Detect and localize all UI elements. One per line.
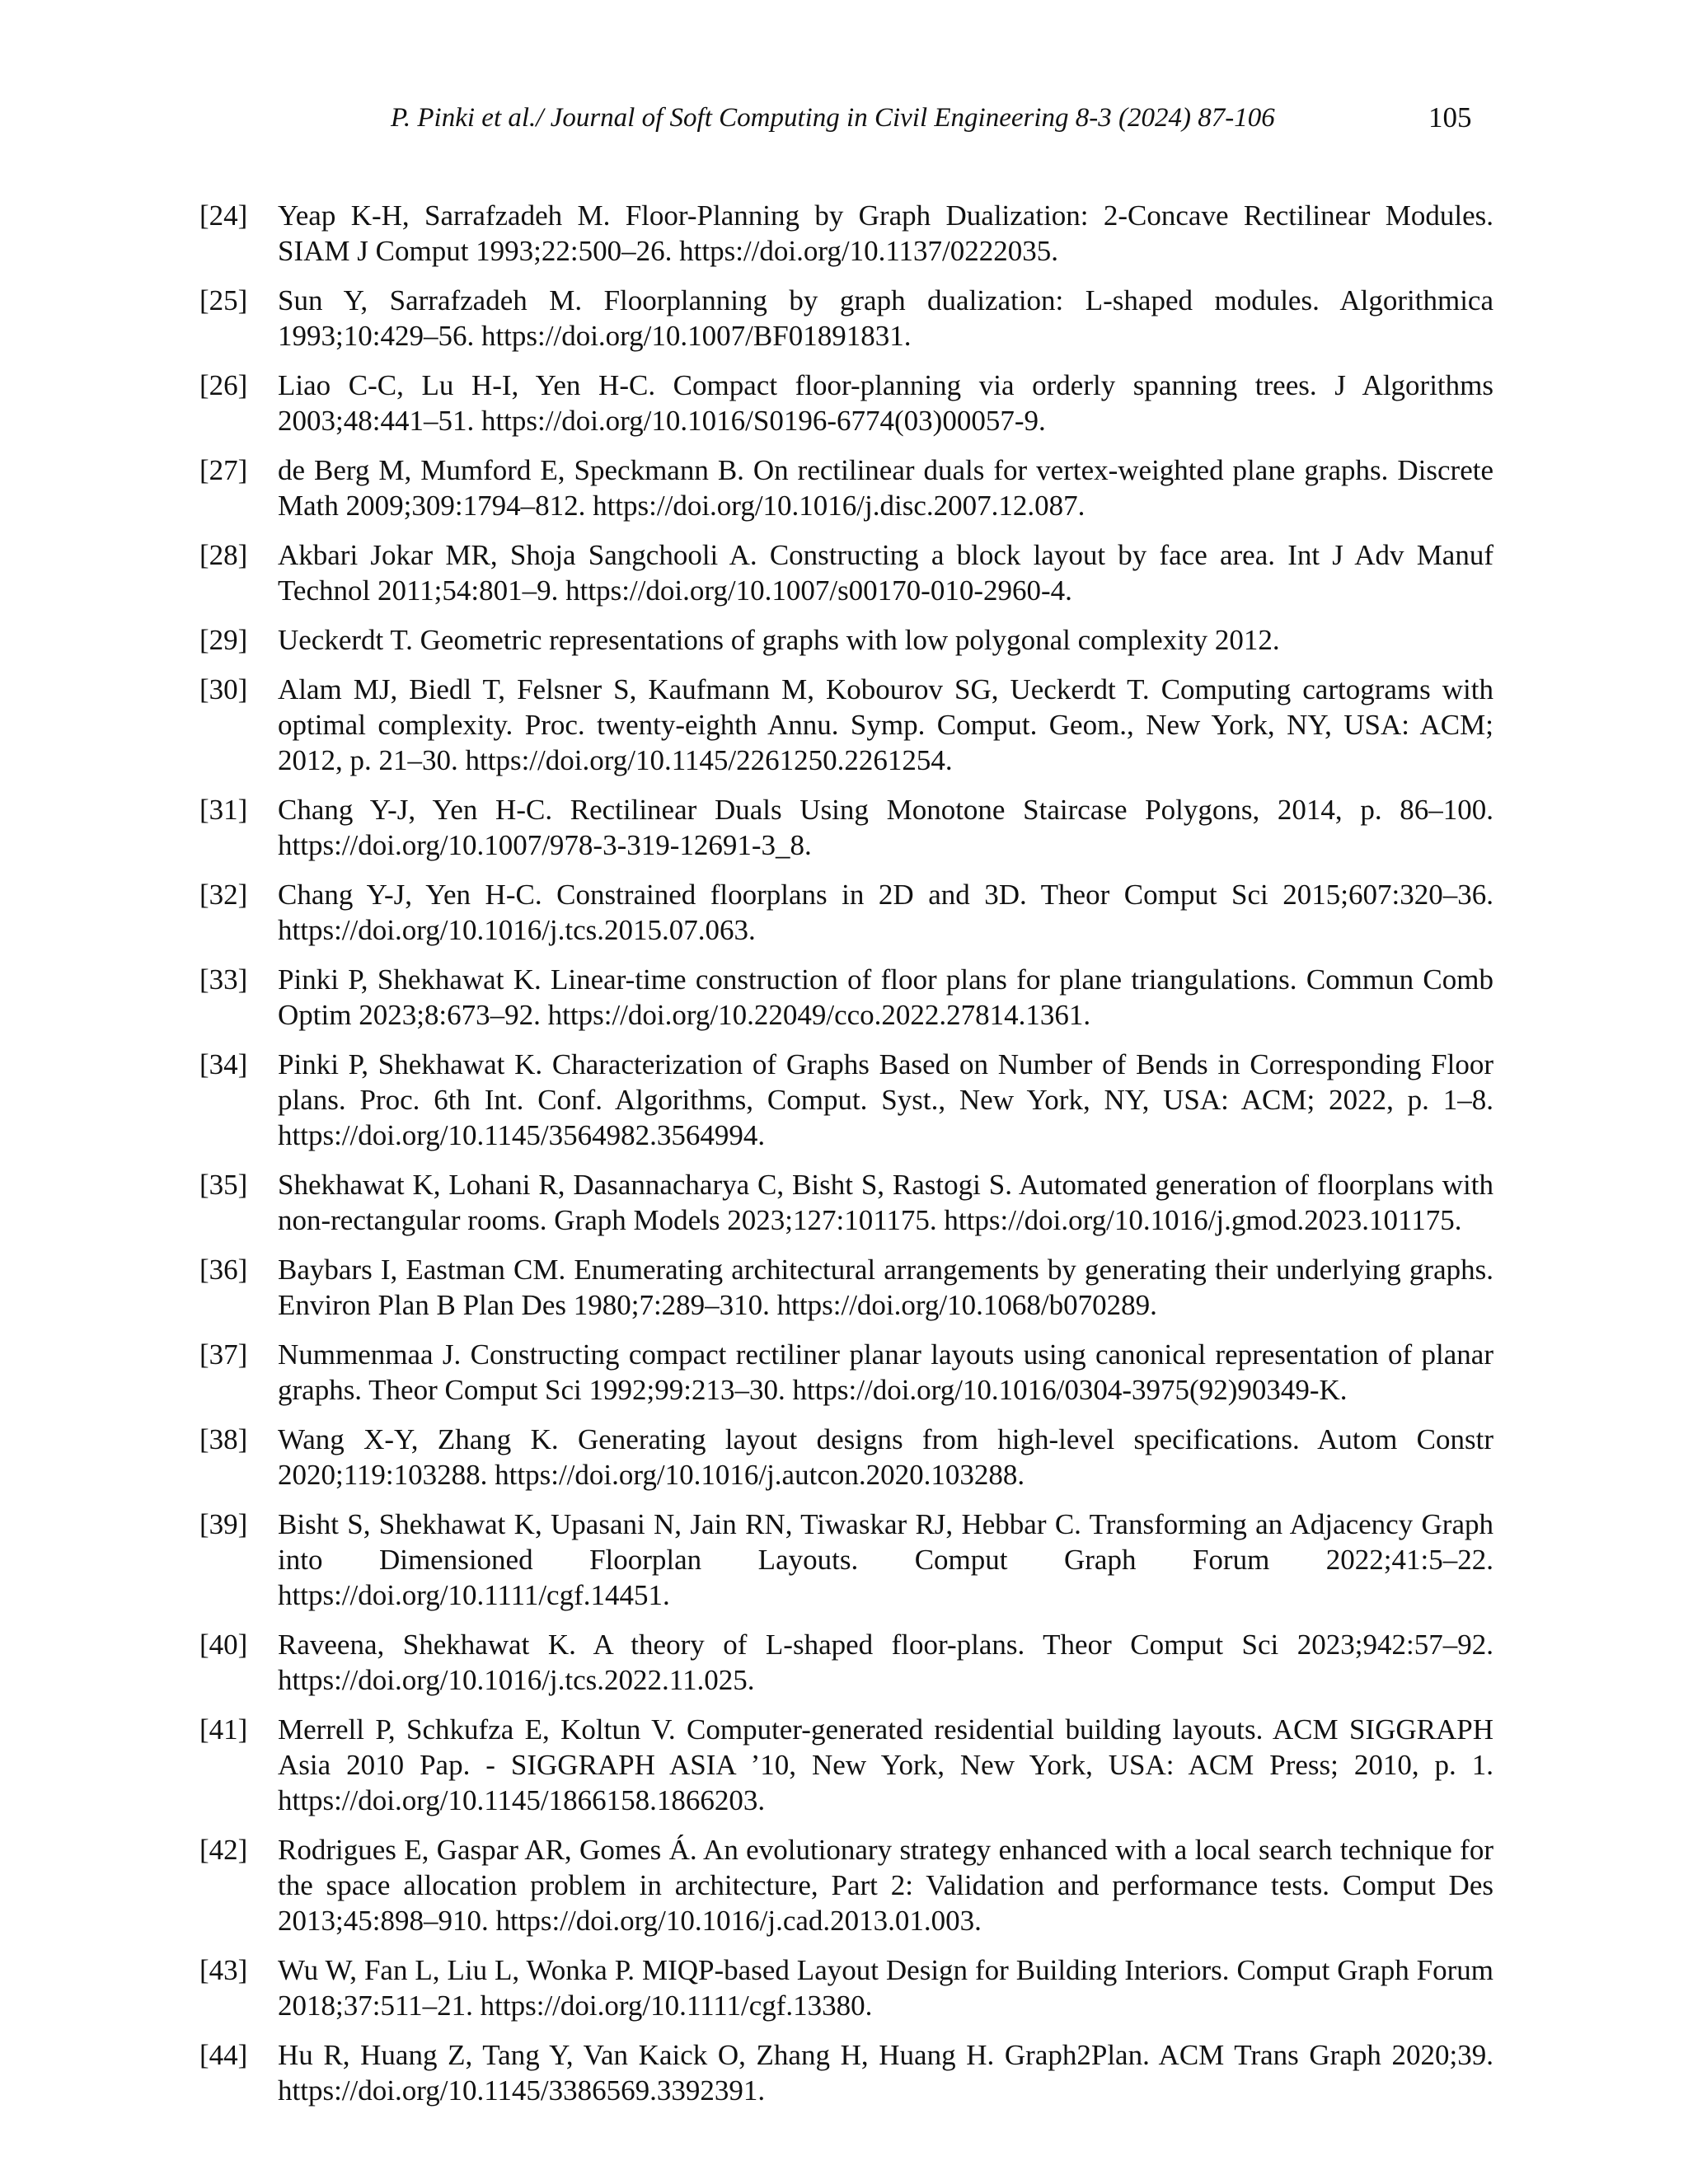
reference-label: [29] xyxy=(199,624,248,656)
reference-text: Baybars I, Eastman CM. Enumerating architectural arrangements by generating their underlying graphs. Environ Plan B Plan Des 1980;7:289–310. https://doi.org/10.1068/b070289. xyxy=(278,1254,1493,1321)
reference-label: [28] xyxy=(199,539,248,571)
reference-label: [25] xyxy=(199,284,248,316)
reference-label: [32] xyxy=(199,879,248,911)
reference-text: Liao C-C, Lu H-I, Yen H-C. Compact floor-planning via orderly spanning trees. J Algorithms 2003;48:441–51. https://doi.org/10.1016/S0196-6774(03)00057-9. xyxy=(278,369,1493,437)
reference-label: [37] xyxy=(199,1338,248,1371)
reference-text: Pinki P, Shekhawat K. Characterization of Graphs Based on Number of Bends in Corresponding Floor plans. Proc. 6th Int. Conf. Algorithms, Comput. Syst., New York, NY, USA: ACM; 2022, p. 1–8. https://doi.org/10.1145/3564982.3564994. xyxy=(278,1048,1493,1151)
reference-label: [36] xyxy=(199,1254,248,1286)
reference-item xyxy=(0,1422,1688,1493)
reference-list xyxy=(0,198,1688,2122)
reference-text: Rodrigues E, Gaspar AR, Gomes Á. An evolutionary strategy enhanced with a local search technique for the space allocation problem in architecture, Part 2: Validation and performance tests. Comput Des 2013;45:898–910. https://doi.org/10.1016/j.cad.2013.01.003. xyxy=(278,1834,1493,1937)
reference-text: Bisht S, Shekhawat K, Upasani N, Jain RN, Tiwaskar RJ, Hebbar C. Transforming an Adjacency Graph into Dimensioned Floorplan Layouts. Comput Graph Forum 2022;41:5–22. https://doi.org/10.1111/cgf.14451. xyxy=(278,1508,1493,1611)
reference-text: Pinki P, Shekhawat K. Linear-time construction of floor plans for plane triangulations. Commun Comb Optim 2023;8:673–92. https://doi.org/10.22049/cco.2022.27814.1361. xyxy=(278,963,1493,1031)
reference-item xyxy=(0,1712,1688,1818)
page-header xyxy=(0,97,1688,138)
reference-item xyxy=(0,368,1688,438)
reference-label: [35] xyxy=(199,1169,248,1201)
reference-item xyxy=(0,622,1688,658)
reference-item xyxy=(0,792,1688,863)
reference-label: [24] xyxy=(199,199,248,232)
reference-item xyxy=(0,1507,1688,1613)
reference-text: Yeap K-H, Sarrafzadeh M. Floor-Planning by Graph Dualization: 2-Concave Rectilinear Modules. SIAM J Comput 1993;22:500–26. https://doi.org/10.1137/0222035. xyxy=(278,199,1493,267)
reference-text: Ueckerdt T. Geometric representations of graphs with low polygonal complexity 2012. xyxy=(278,624,1280,656)
reference-item xyxy=(0,2037,1688,2108)
reference-item xyxy=(0,877,1688,948)
reference-text: Chang Y-J, Yen H-C. Constrained floorplans in 2D and 3D. Theor Comput Sci 2015;607:320–36. https://doi.org/10.1016/j.tcs.2015.07.063. xyxy=(278,879,1493,946)
reference-label: [42] xyxy=(199,1834,248,1866)
reference-label: [31] xyxy=(199,794,248,826)
reference-label: [38] xyxy=(199,1423,248,1455)
reference-item xyxy=(0,1167,1688,1238)
reference-label: [40] xyxy=(199,1629,248,1661)
reference-label: [44] xyxy=(199,2039,248,2071)
reference-text: Hu R, Huang Z, Tang Y, Van Kaick O, Zhang H, Huang H. Graph2Plan. ACM Trans Graph 2020;39. https://doi.org/10.1145/3386569.3392391. xyxy=(278,2039,1493,2107)
reference-item xyxy=(0,1832,1688,1938)
reference-text: de Berg M, Mumford E, Speckmann B. On rectilinear duals for vertex-weighted plane graphs. Discrete Math 2009;309:1794–812. https://doi.org/10.1016/j.disc.2007.12.087. xyxy=(278,454,1493,522)
reference-item xyxy=(0,1047,1688,1153)
reference-label: [39] xyxy=(199,1508,248,1540)
reference-item xyxy=(0,1627,1688,1698)
reference-item xyxy=(0,1337,1688,1408)
reference-text: Alam MJ, Biedl T, Felsner S, Kaufmann M, Kobourov SG, Ueckerdt T. Computing cartograms with optimal complexity. Proc. twenty-eighth Annu. Symp. Comput. Geom., New York, NY, USA: ACM; 2012, p. 21–30. https://doi.org/10.1145/2261250.2261254. xyxy=(278,673,1493,776)
running-title: P. Pinki et al./ Journal of Soft Computing in Civil Engineering 8-3 (2024) 87-106 xyxy=(391,103,1275,133)
reference-text: Wang X-Y, Zhang K. Generating layout designs from high-level specifications. Autom Constr 2020;119:103288. https://doi.org/10.1016/j.autcon.2020.103288. xyxy=(278,1423,1493,1491)
reference-label: [33] xyxy=(199,963,248,996)
reference-label: [43] xyxy=(199,1954,248,1986)
reference-text: Shekhawat K, Lohani R, Dasannacharya C, Bisht S, Rastogi S. Automated generation of floorplans with non-rectangular rooms. Graph Models 2023;127:101175. https://doi.org/10.1016/j.gmod.2023.101175. xyxy=(278,1169,1493,1236)
reference-label: [30] xyxy=(199,673,248,705)
reference-text: Nummenmaa J. Constructing compact rectiliner planar layouts using canonical representation of planar graphs. Theor Comput Sci 1992;99:213–30. https://doi.org/10.1016/0304-3975(92)90349-K. xyxy=(278,1338,1493,1406)
reference-text: Chang Y-J, Yen H-C. Rectilinear Duals Using Monotone Staircase Polygons, 2014, p. 86–100. https://doi.org/10.1007/978-3-319-12691-3_8. xyxy=(278,794,1493,861)
reference-item xyxy=(0,452,1688,523)
reference-item xyxy=(0,1252,1688,1323)
reference-text: Merrell P, Schkufza E, Koltun V. Computer-generated residential building layouts. ACM SIGGRAPH Asia 2010 Pap. - SIGGRAPH ASIA ’10, New York, New York, USA: ACM Press; 2010, p. 1. https://doi.org/10.1145/1866158.1866203. xyxy=(278,1713,1493,1816)
reference-label: [26] xyxy=(199,369,248,401)
reference-text: Wu W, Fan L, Liu L, Wonka P. MIQP-based Layout Design for Building Interiors. Comput Graph Forum 2018;37:511–21. https://doi.org/10.1111/cgf.13380. xyxy=(278,1954,1493,2022)
reference-item xyxy=(0,962,1688,1033)
reference-item xyxy=(0,198,1688,269)
reference-text: Sun Y, Sarrafzadeh M. Floorplanning by graph dualization: L-shaped modules. Algorithmica 1993;10:429–56. https://doi.org/10.1007/BF01891831. xyxy=(278,284,1493,352)
page-number: 105 xyxy=(1428,101,1472,134)
reference-item xyxy=(0,283,1688,354)
reference-label: [34] xyxy=(199,1048,248,1080)
reference-label: [27] xyxy=(199,454,248,486)
reference-label: [41] xyxy=(199,1713,248,1746)
reference-item xyxy=(0,537,1688,608)
reference-item xyxy=(0,1952,1688,2023)
reference-text: Raveena, Shekhawat K. A theory of L-shaped floor-plans. Theor Comput Sci 2023;942:57–92. https://doi.org/10.1016/j.tcs.2022.11.025. xyxy=(278,1629,1493,1696)
reference-text: Akbari Jokar MR, Shoja Sangchooli A. Constructing a block layout by face area. Int J Adv Manuf Technol 2011;54:801–9. https://doi.org/10.1007/s00170-010-2960-4. xyxy=(278,539,1493,607)
reference-item xyxy=(0,672,1688,778)
